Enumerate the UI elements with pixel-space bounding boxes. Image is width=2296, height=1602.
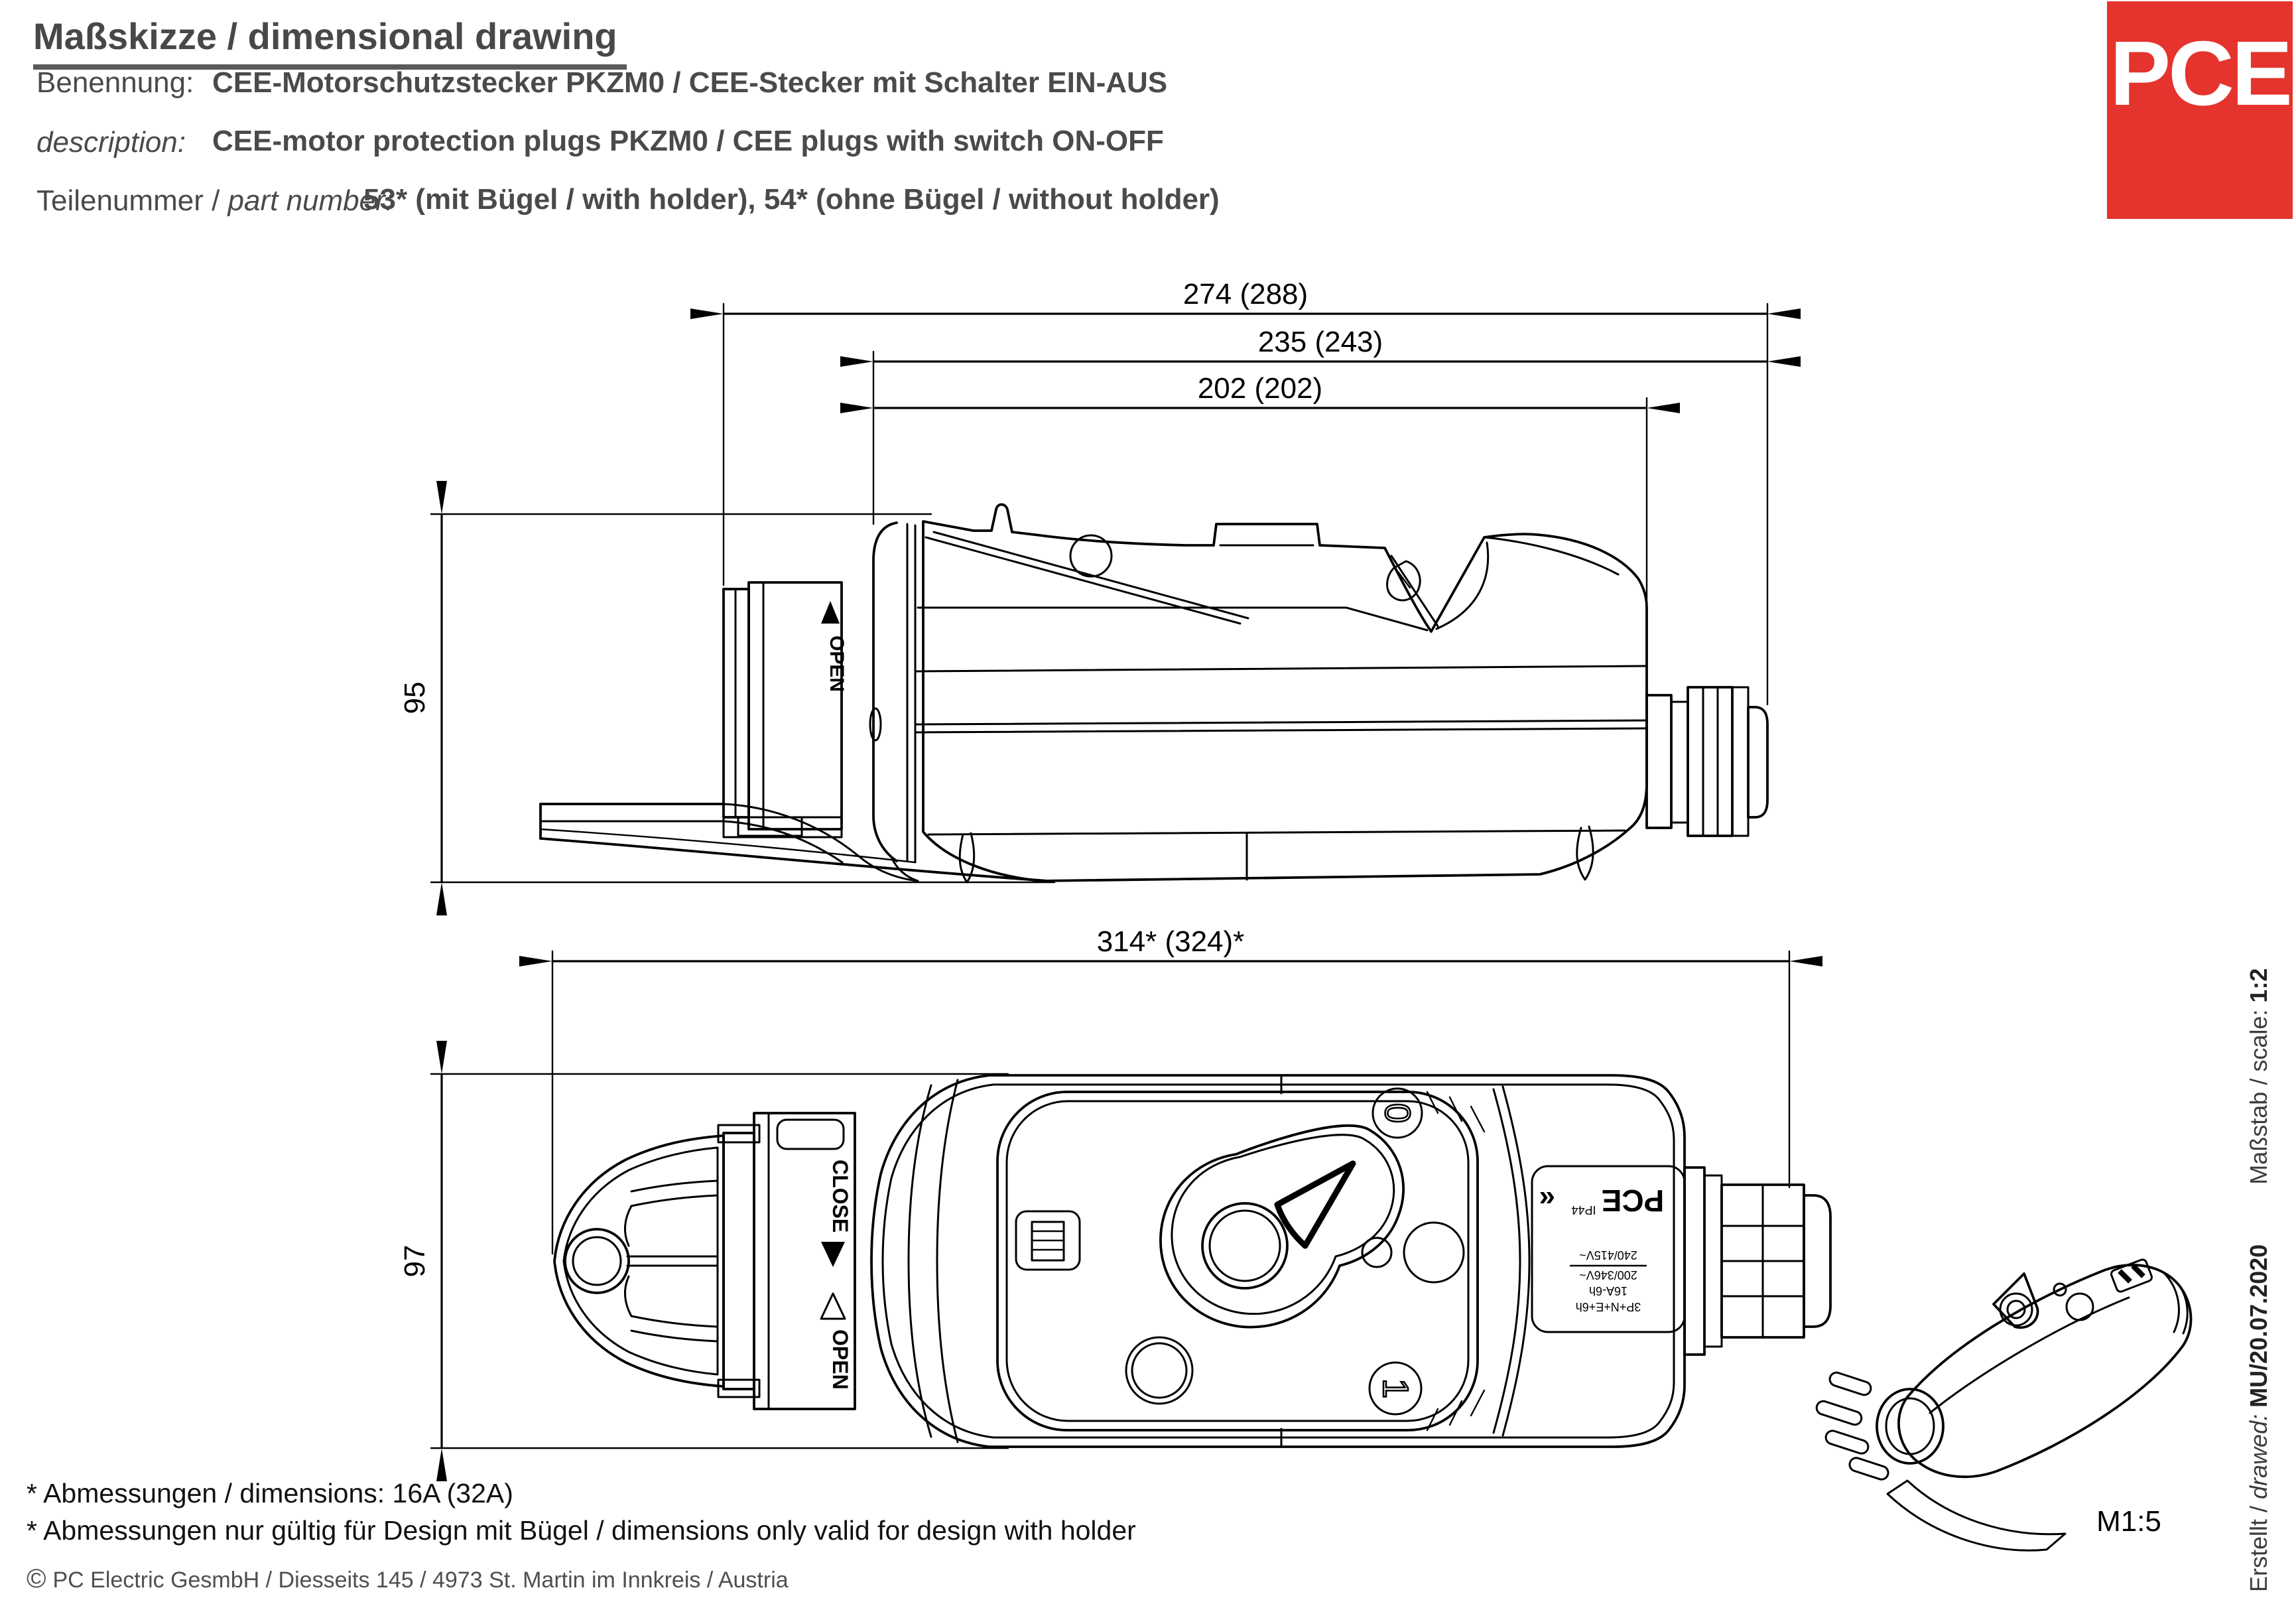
footnote-dimensions: * Abmessungen / dimensions: 16A (32A): [27, 1478, 513, 1508]
dim-mid-length: 235 (243): [1257, 326, 1383, 358]
created-label-en: drawed:: [2245, 1407, 2272, 1499]
created-label-de: Erstellt /: [2245, 1499, 2272, 1592]
switch-off-marking: 0: [1377, 1102, 1417, 1124]
nameplate-line1: 3P+N+E+6h: [1575, 1300, 1641, 1313]
top-view: [554, 1075, 1830, 1447]
nameplate-brand: PCE: [1601, 1183, 1665, 1218]
dim-top-length: 314* (324)*: [1096, 925, 1245, 958]
nameplate-line3: 200/346V~: [1579, 1268, 1637, 1282]
nameplate-chevrons-icon: «: [1539, 1183, 1555, 1216]
open-arrow-icon: [821, 1294, 845, 1319]
dim-side-height: 95: [399, 681, 431, 714]
nameplate-line2: 16A-6h: [1588, 1284, 1628, 1298]
open-label: OPEN: [828, 1329, 852, 1390]
close-arrow-icon: [821, 1242, 845, 1267]
description-label: description:: [36, 126, 186, 159]
close-label: CLOSE: [828, 1160, 852, 1233]
scale-label: Maßstab / scale:: [2245, 1002, 2272, 1185]
dim-body-length: 202 (202): [1197, 372, 1323, 405]
name-value: CEE-Motorschutzstecker PKZM0 / CEE-Stecker mit Schalter EIN-AUS: [212, 66, 1168, 99]
pce-logo-text: PCE: [2110, 23, 2290, 125]
iso-view: [1815, 1258, 2191, 1550]
side-view: [541, 505, 1767, 883]
dim-top-width: 97: [399, 1244, 431, 1278]
titleblock: [2245, 968, 2275, 1592]
nameplate-line4: 240/415V~: [1579, 1248, 1637, 1262]
iso-scale-label: M1:5: [2096, 1505, 2161, 1538]
copyright-line: [27, 1564, 789, 1594]
part-number-value: 53* (mit Bügel / with holder), 54* (ohne Bügel / without holder): [363, 183, 1220, 216]
dim-overall-length: 274 (288): [1182, 278, 1308, 310]
created-value: MU/20.07.2020: [2245, 1244, 2272, 1408]
copyright-icon: ©: [27, 1564, 46, 1593]
nameplate: [1539, 1183, 1665, 1313]
part-number-label-en: part number:: [227, 184, 394, 217]
footnote-holder: * Abmessungen nur gültig für Design mit Bügel / dimensions only valid for design with holder: [27, 1515, 1136, 1546]
knob-arrow-icon: [1277, 1164, 1353, 1246]
switch-on-marking: 1: [1375, 1378, 1415, 1399]
name-label: Benennung:: [36, 66, 194, 99]
description-value: CEE-motor protection plugs PKZM0 / CEE plugs with switch ON-OFF: [212, 125, 1164, 157]
part-number-label-de: Teilenummer /: [36, 184, 228, 217]
page-title: Maßskizze / dimensional drawing: [33, 15, 627, 70]
nameplate-ip-rating: IP44: [1571, 1203, 1596, 1217]
scale-value: 1:2: [2245, 968, 2272, 1003]
side-open-arrow-icon: [821, 601, 840, 624]
copyright-text: PC Electric GesmbH / Diesseits 145 / 4973 St. Martin im Innkreis / Austria: [52, 1568, 789, 1593]
side-open-label: OPEN: [826, 635, 848, 693]
top-view-dimensions: [399, 925, 1789, 1448]
